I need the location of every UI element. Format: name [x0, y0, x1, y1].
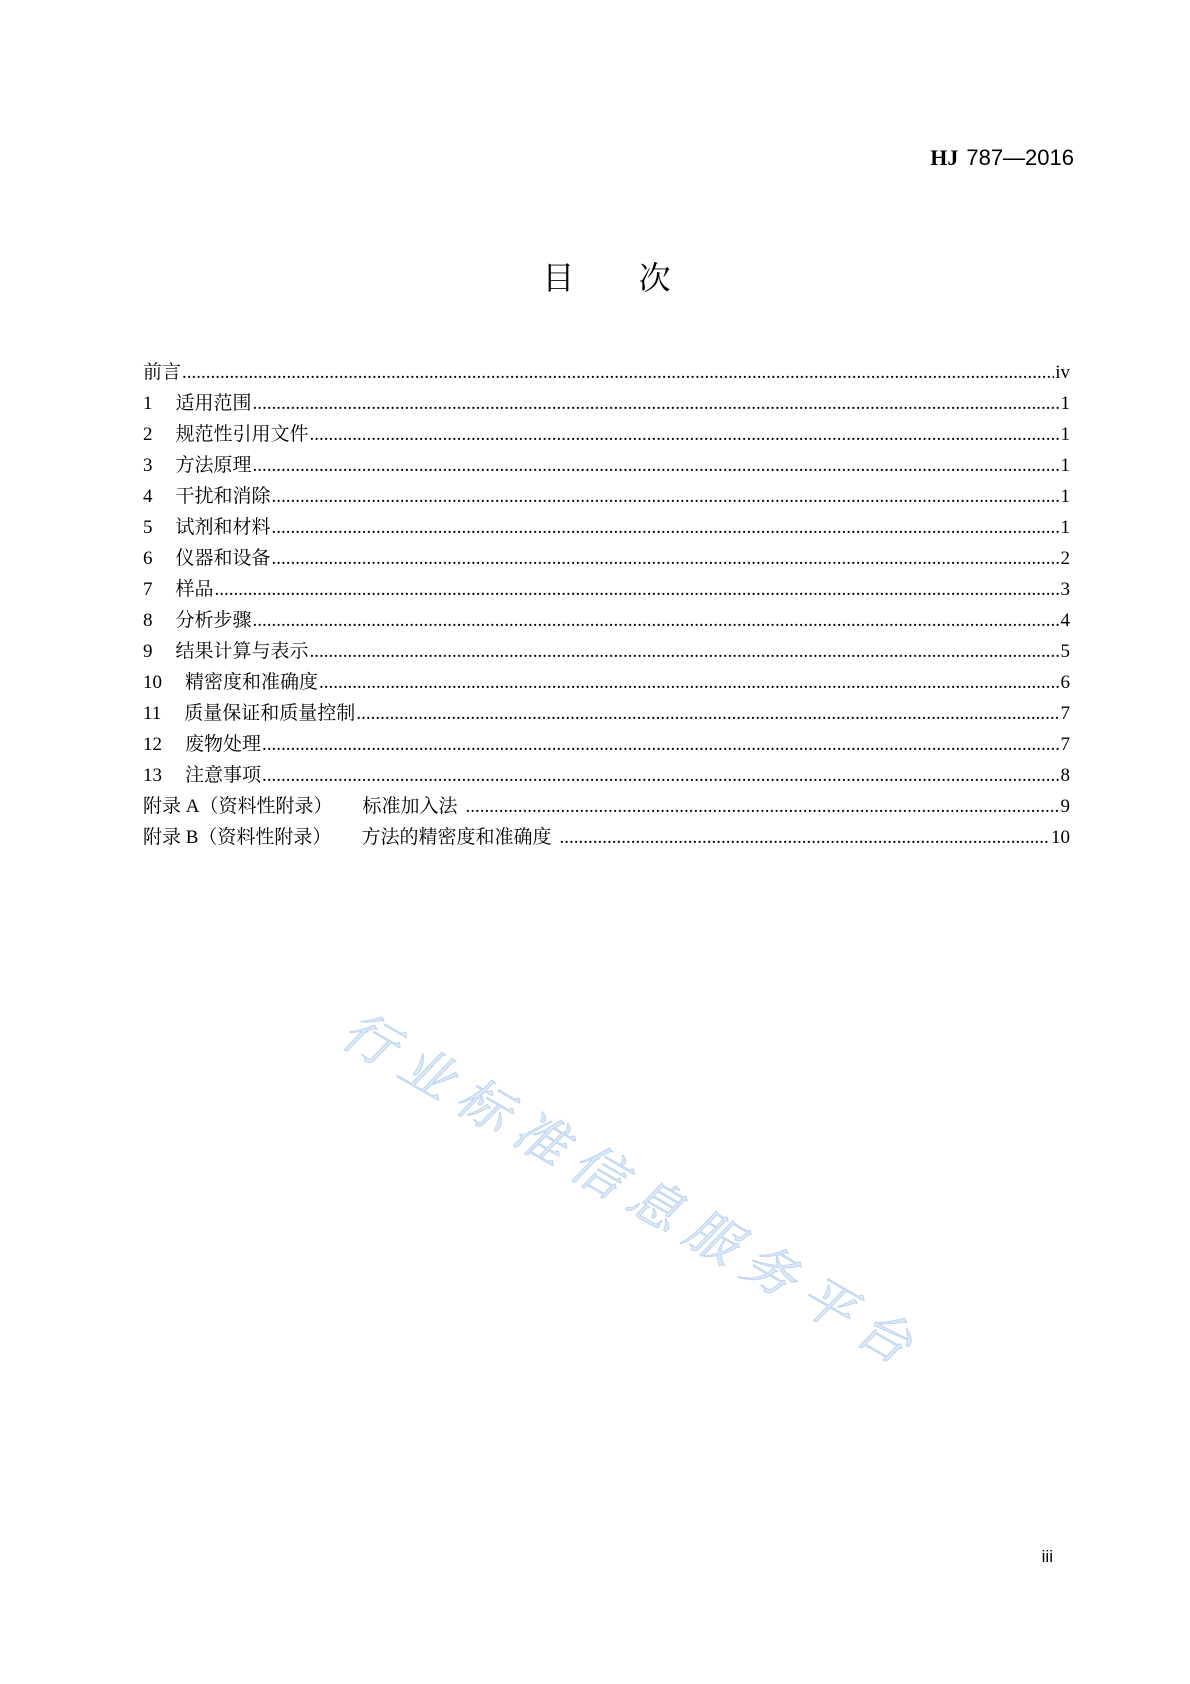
toc-entry-number: 5	[143, 517, 153, 538]
toc-entry-number: 附录 A（资料性附录）	[143, 796, 333, 817]
standard-code-prefix: HJ	[930, 145, 959, 170]
toc-entry-page: 10	[1051, 827, 1070, 848]
dot-leader	[262, 729, 1059, 760]
toc-entry-page: 1	[1060, 393, 1070, 414]
dot-leader	[253, 605, 1060, 636]
toc-entry-analysis-steps	[143, 605, 1070, 636]
toc-entry-title: 标准加入法	[362, 796, 458, 817]
toc-entry-results	[143, 636, 1070, 667]
dot-leader	[253, 388, 1060, 419]
dot-leader	[466, 791, 1060, 822]
toc-entry-appendix-a	[143, 791, 1070, 822]
dot-leader	[262, 760, 1059, 791]
toc-entry-notes	[143, 760, 1070, 791]
toc-entry-reagents	[143, 512, 1070, 543]
dot-leader	[272, 481, 1060, 512]
toc-entry-number: 12	[143, 734, 162, 755]
toc-entry-number: 4	[143, 486, 153, 507]
toc-entry-number: 附录 B（资料性附录）	[143, 827, 332, 848]
dot-leader	[215, 574, 1060, 605]
toc-entry-waste-disposal	[143, 729, 1070, 760]
toc-entry-number: 7	[143, 579, 153, 600]
toc-entry-quality-control	[143, 698, 1070, 729]
toc-entry-title: 结果计算与表示	[175, 641, 309, 662]
toc-entry-normative-references	[143, 419, 1070, 450]
toc-entry-title: 干扰和消除	[175, 486, 271, 507]
watermark: 行业标准信息服务平台	[331, 1000, 934, 1383]
toc-entry-page: 1	[1060, 486, 1070, 507]
toc-entry-sample	[143, 574, 1070, 605]
toc-entry-interference	[143, 481, 1070, 512]
toc-entry-title: 分析步骤	[175, 610, 252, 631]
toc-entry-number: 11	[143, 703, 162, 724]
toc-entry-page: 8	[1060, 765, 1070, 786]
toc-entry-title: 样品	[175, 579, 214, 600]
toc-entry-foreword	[143, 357, 1070, 388]
toc-entry-apparatus	[143, 543, 1070, 574]
toc-entry-title: 仪器和设备	[175, 548, 271, 569]
toc-entry-method-principle	[143, 450, 1070, 481]
toc-entry-number: 1	[143, 393, 153, 414]
toc-entry-title: 试剂和材料	[175, 517, 271, 538]
toc-entry-title: 废物处理	[185, 734, 262, 755]
toc-entry-title: 精密度和准确度	[185, 672, 319, 693]
dot-leader	[319, 667, 1059, 698]
dot-leader	[272, 543, 1060, 574]
toc-entry-title: 前言	[143, 362, 182, 383]
toc-entry-number: 8	[143, 610, 153, 631]
page-title: 目 次	[542, 259, 671, 297]
toc-entry-title: 方法的精密度和准确度	[361, 827, 552, 848]
toc-entry-appendix-b	[143, 822, 1070, 853]
standard-code-number: 787—2016	[966, 145, 1074, 170]
dot-leader	[310, 419, 1060, 450]
dot-leader	[182, 357, 1054, 388]
toc-entry-number: 6	[143, 548, 153, 569]
toc-entry-number: 13	[143, 765, 162, 786]
toc-entry-page: iv	[1055, 362, 1070, 383]
toc-entry-page: 1	[1060, 517, 1070, 538]
toc-entry-number: 2	[143, 424, 153, 445]
toc-entry-page: 1	[1060, 424, 1070, 445]
toc-entry-page: 2	[1060, 548, 1070, 569]
toc-entry-page: 7	[1060, 734, 1070, 755]
toc-entry-number: 9	[143, 641, 153, 662]
dot-leader	[356, 698, 1059, 729]
toc-entry-precision-accuracy	[143, 667, 1070, 698]
toc-entry-title: 规范性引用文件	[175, 424, 309, 445]
toc-entry-page: 4	[1060, 610, 1070, 631]
toc-entry-page: 1	[1060, 455, 1070, 476]
table-of-contents	[143, 357, 1070, 853]
toc-entry-page: 9	[1060, 796, 1070, 817]
dot-leader	[253, 450, 1060, 481]
page-number: iii	[1041, 1547, 1053, 1566]
toc-entry-page: 5	[1060, 641, 1070, 662]
toc-entry-page: 7	[1060, 703, 1070, 724]
toc-entry-title: 质量保证和质量控制	[184, 703, 356, 724]
toc-entry-title: 适用范围	[175, 393, 252, 414]
dot-leader	[559, 822, 1050, 853]
toc-entry-page: 6	[1060, 672, 1070, 693]
standard-code-header	[930, 144, 1074, 172]
dot-leader	[310, 636, 1060, 667]
toc-entry-scope	[143, 388, 1070, 419]
toc-entry-title: 方法原理	[175, 455, 252, 476]
toc-entry-title: 注意事项	[185, 765, 262, 786]
toc-entry-number: 3	[143, 455, 153, 476]
dot-leader	[272, 512, 1060, 543]
toc-entry-number: 10	[143, 672, 162, 693]
toc-entry-page: 3	[1060, 579, 1070, 600]
